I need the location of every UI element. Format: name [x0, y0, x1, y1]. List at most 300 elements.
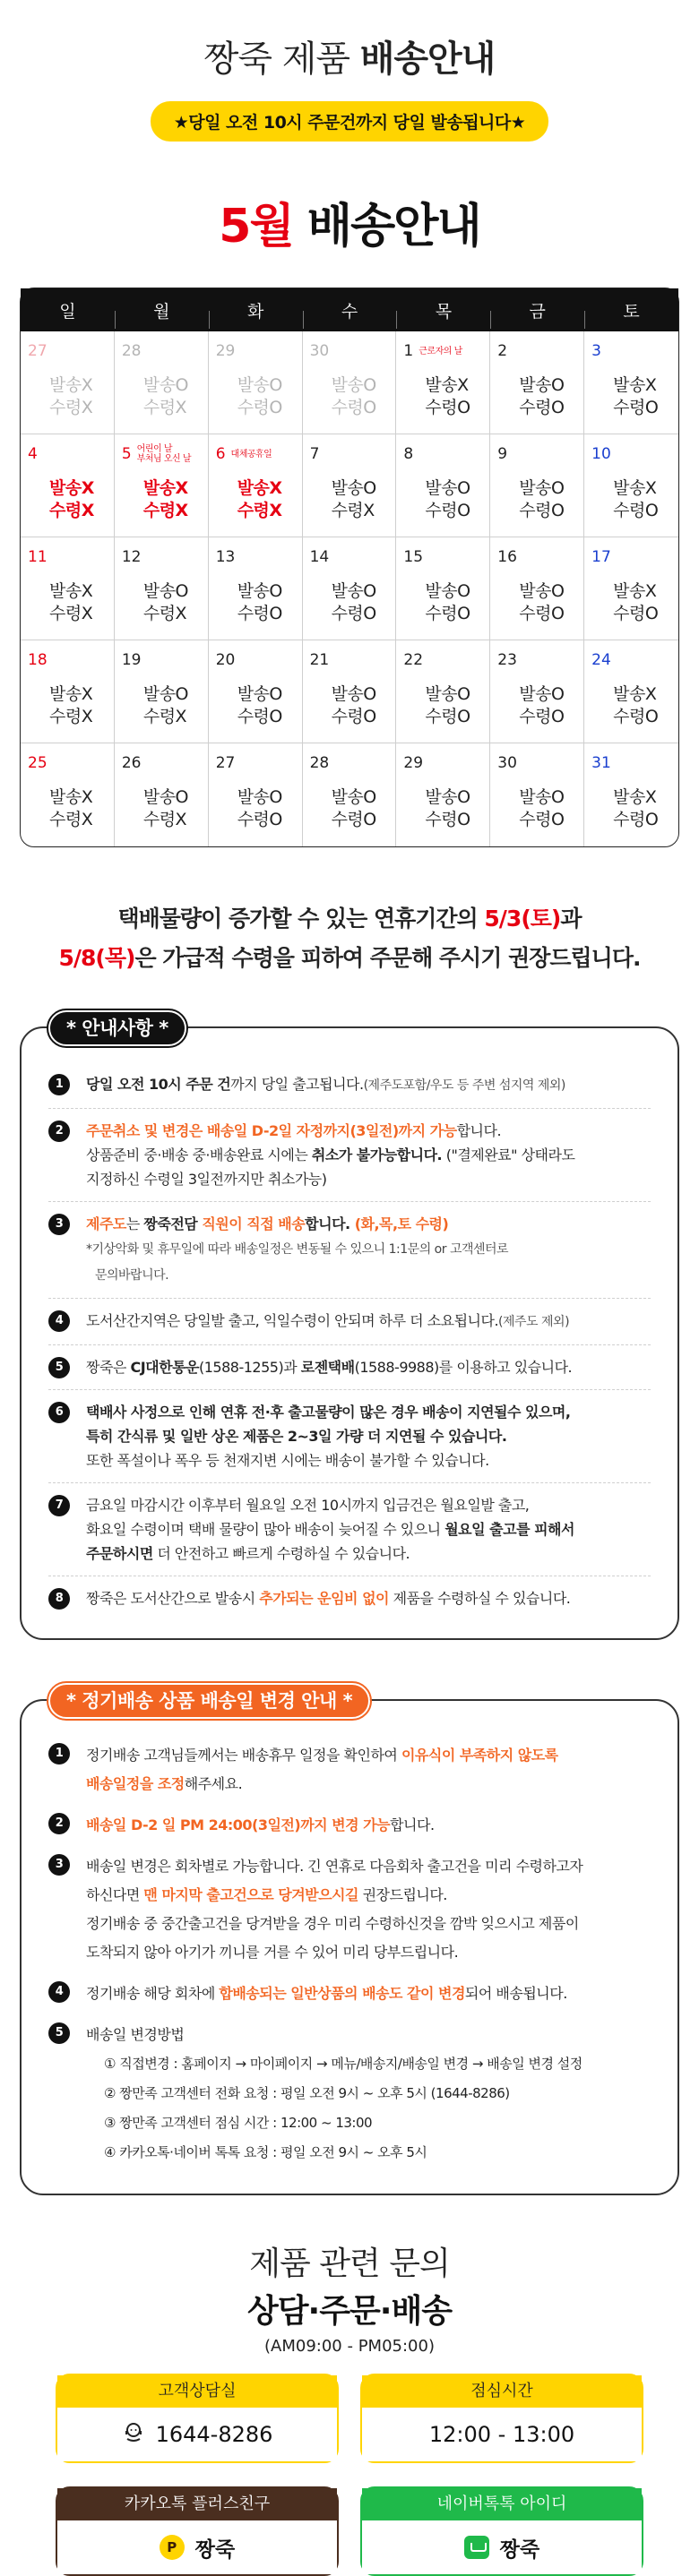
notice-text: 과 [560, 906, 582, 932]
guide-text-bold: 월요일 출고를 피해서 [444, 1521, 574, 1538]
day-number [310, 754, 396, 772]
ship-status-text: 발송O [142, 581, 189, 601]
day-number [497, 445, 583, 463]
day-number [310, 651, 396, 669]
ship-status-text: 발송X [49, 684, 93, 704]
ship-status-text: 발송X [425, 375, 469, 395]
guide-text: 금요일 마감시간 이후부터 월요일 오전 10시까지 입금건은 월요일발 출고, [86, 1497, 530, 1514]
guide-text-sub: *기상악화 및 휴무일에 따라 배송일정은 변동될 수 있으니 1:1문의 or 고객센터로 [86, 1242, 509, 1257]
holiday-label: 근로자의 날 [419, 346, 462, 356]
holiday-label: 대체공휴일 [230, 449, 272, 459]
receive-status-text: 수령X [142, 604, 187, 623]
receive-status-text: 수령O [519, 501, 565, 520]
ship-status [403, 477, 489, 522]
guide-text-sub: (제주도포함/우도 등 주변 섬지역 제외) [363, 1078, 565, 1093]
regular-text: 되어 배송됩니다. [464, 1985, 567, 2002]
receive-status-text: 수령O [237, 604, 282, 623]
day-number-text: 6 [215, 445, 226, 463]
receive-status-text: 수령X [142, 501, 188, 520]
ship-status-text: 발송O [425, 684, 470, 704]
guide-box [20, 1018, 679, 1640]
ship-status [28, 477, 114, 522]
month-text: 배송안내 [306, 200, 480, 253]
ship-status [122, 786, 208, 831]
day-number [122, 445, 208, 463]
ship-status-text: 발송O [519, 478, 565, 498]
day-number [216, 754, 302, 772]
notice-text: 택배물량이 증가할 수 있는 연휴기간의 [117, 906, 485, 932]
day-number-text: 28 [309, 754, 330, 772]
receive-status-text: 수령X [237, 501, 282, 520]
ship-status [216, 477, 302, 522]
ship-status-text: 발송O [331, 478, 376, 498]
change-method-item: ④ 카카오톡·네이버 톡톡 요청 : 평일 오전 9시 ~ 오후 5시 [104, 2144, 427, 2160]
notice-date-highlight: 5/8(목) [58, 945, 135, 971]
day-number [28, 342, 114, 360]
naver-card[interactable] [360, 2486, 643, 2576]
day-number [310, 445, 396, 463]
day-number [497, 651, 583, 669]
month-number: 5월 [219, 200, 293, 253]
guide-text: 짱죽은 도서산간으로 발송시 [86, 1590, 260, 1607]
ship-status [591, 580, 678, 625]
guide-text-bold: 특히 간식류 및 일반 상온 제품은 2~3일 가량 더 지연될 수 있습니다. [86, 1428, 507, 1445]
kakao-plus-icon: P [160, 2535, 185, 2560]
naver-id: 짱죽 [499, 2537, 540, 2562]
day-number [403, 651, 489, 669]
kakao-card-label: 카카오톡 플러스친구 [57, 2488, 337, 2520]
day-number-text: 21 [309, 651, 330, 669]
item-number: 4 [48, 1981, 70, 2003]
day-number [216, 445, 302, 463]
ship-status-text: 발송O [237, 375, 282, 395]
day-number-text: 15 [403, 548, 424, 566]
ship-status [28, 786, 114, 831]
day-number-text: 5 [121, 445, 132, 463]
calendar-day-cell [21, 537, 115, 640]
lunch-time: 12:00 - 13:00 [428, 2422, 575, 2447]
contact-cards [0, 2374, 699, 2576]
regular-text: 도착되지 않아 아기가 끼니를 거를 수 있어 미리 당부드립니다. [86, 1944, 459, 1961]
calendar-day-cell [490, 640, 584, 743]
ship-status-text: 발송O [331, 375, 376, 395]
day-number [497, 548, 583, 566]
ship-status [122, 580, 208, 625]
holiday-notice [0, 899, 699, 978]
regular-text-orange: 맨 마지막 출고건으로 당겨받으시길 [143, 1886, 358, 1903]
calendar-day-cell [396, 331, 490, 434]
day-number-text: 22 [403, 651, 424, 669]
receive-status-text: 수령O [331, 707, 376, 726]
item-number: 1 [48, 1074, 70, 1095]
calendar-day-cell [396, 434, 490, 537]
ship-status-text: 발송O [142, 684, 189, 704]
guide-text: (1588-1255)과 [199, 1359, 301, 1376]
regular-text: 합니다. [390, 1816, 435, 1833]
guide-text: 까지 당일 출고됩니다. [230, 1076, 364, 1093]
guide-text-bold: 합니다. [305, 1215, 350, 1232]
day-number-text: 4 [28, 445, 38, 463]
regular-delivery-box [20, 1690, 679, 2195]
receive-status-text: 수령O [519, 398, 565, 417]
calendar-day-cell [584, 640, 678, 743]
receive-status-text: 수령O [331, 604, 376, 623]
courier-name: CJ대한통운 [130, 1359, 199, 1376]
receive-status-text: 수령O [425, 604, 470, 623]
ship-status-text: 발송O [519, 787, 565, 807]
ship-status [28, 374, 114, 419]
contact-section [0, 2238, 699, 2356]
change-method-item: ① 직접변경 : 홈페이지 → 마이페이지 → 메뉴/배송지/배송일 변경 → 배송일 변경 설정 [104, 2056, 582, 2072]
item-number: 2 [48, 1813, 70, 1834]
ship-status [591, 786, 678, 831]
calendar-day-cell [303, 434, 397, 537]
calendar-day-cell [115, 743, 209, 846]
day-number [591, 342, 678, 360]
day-number-text: 12 [121, 548, 142, 566]
calendar-day-cell [209, 640, 303, 743]
ship-status-text: 발송X [613, 375, 657, 395]
regular-text: 권장드립니다. [358, 1886, 447, 1903]
receive-status-text: 수령O [331, 810, 376, 829]
day-number-text: 28 [121, 342, 142, 360]
calendar-day-cell [21, 434, 115, 537]
regular-item-3 [48, 1846, 651, 1973]
regular-text: 하신다면 [86, 1886, 144, 1903]
ship-status-text: 발송X [613, 684, 657, 704]
calendar-grid [21, 331, 678, 846]
ship-status-text: 발송X [613, 787, 657, 807]
day-number-text: 18 [28, 651, 47, 669]
day-number [122, 754, 208, 772]
calendar-day-cell [303, 331, 397, 434]
day-number-text: 23 [497, 651, 517, 669]
weekday-sun: 일 [59, 301, 76, 322]
ship-status [497, 786, 583, 831]
day-number [28, 548, 114, 566]
ship-status [403, 374, 489, 419]
regular-text: 정기배송 해당 회차에 [86, 1985, 220, 2002]
regular-item-4 [48, 1973, 651, 2014]
day-number-text: 17 [591, 548, 611, 566]
calendar-day-cell [303, 743, 397, 846]
calendar-day-cell [115, 537, 209, 640]
ship-status-text: 발송O [331, 684, 376, 704]
ship-status [591, 477, 678, 522]
naver-card-label: 네이버톡톡 아이디 [362, 2488, 642, 2520]
guide-item-5 [48, 1345, 651, 1390]
ship-status-text: 발송X [49, 787, 93, 807]
day-number-text: 19 [121, 651, 142, 669]
guide-text: 는 [125, 1215, 144, 1232]
receive-status-text: 수령O [519, 810, 565, 829]
lunch-card [360, 2374, 643, 2463]
day-number [591, 548, 678, 566]
day-number [28, 754, 114, 772]
ship-status [216, 374, 302, 419]
day-number-text: 14 [309, 548, 330, 566]
ship-status-text: 발송X [613, 478, 657, 498]
guide-item-1 [48, 1062, 651, 1109]
ship-status-text: 발송O [331, 787, 376, 807]
day-number-text: 7 [309, 445, 320, 463]
receive-status-text: 수령X [142, 398, 187, 417]
calendar-day-cell [209, 537, 303, 640]
receive-status-text: 수령O [331, 398, 376, 417]
day-number [28, 445, 114, 463]
day-number-text: 3 [591, 342, 601, 360]
same-day-banner: ★당일 오전 10시 주문건까지 당일 발송됩니다★ [151, 101, 549, 142]
ship-status [497, 477, 583, 522]
calendar-day-cell [584, 537, 678, 640]
ship-status [497, 683, 583, 728]
ship-status [310, 580, 396, 625]
item-number: 4 [48, 1310, 70, 1332]
regular-text-orange: 배송일정을 조정 [86, 1775, 185, 1792]
ship-status-text: 발송O [142, 375, 189, 395]
ship-status-text: 발송O [237, 684, 282, 704]
ship-status-text: 발송O [331, 581, 376, 601]
ship-status-text: 발송X [49, 478, 94, 498]
ship-status-text: 발송O [425, 787, 470, 807]
ship-status [497, 374, 583, 419]
brand-name: 짱죽 [203, 39, 272, 80]
day-number-text: 2 [497, 342, 508, 360]
ship-status-text: 발송X [142, 478, 188, 498]
weekday-thu: 목 [396, 298, 490, 322]
receive-status-text: 수령X [142, 810, 187, 829]
holiday-notice-line1 [0, 899, 699, 939]
guide-text-orange: 직원이 직접 배송 [202, 1215, 306, 1232]
calendar-day-cell [584, 743, 678, 846]
day-number-text: 1 [403, 342, 414, 360]
guide-text-sub: 문의바랍니다. [95, 1268, 169, 1283]
item-number: 8 [48, 1588, 70, 1610]
calendar-day-cell [584, 434, 678, 537]
kakao-card[interactable] [56, 2486, 339, 2576]
ship-status-text: 발송X [49, 375, 93, 395]
day-number [497, 342, 583, 360]
day-number [28, 651, 114, 669]
guide-text: ("결제완료" 상태라도 [442, 1146, 575, 1163]
receive-status-text: 수령X [49, 604, 93, 623]
ship-status-text: 발송O [142, 787, 189, 807]
guide-text-orange: 제주도 [86, 1215, 126, 1232]
calendar-day-cell [21, 743, 115, 846]
item-number: 5 [48, 1357, 70, 1378]
guide-item-4 [48, 1299, 651, 1345]
guide-text: 도서산간지역은 당일발 출고, 익일수령이 안되며 하루 더 소요됩니다. [86, 1312, 499, 1329]
day-number [403, 754, 489, 772]
calendar-day-cell [21, 640, 115, 743]
month-title [0, 188, 699, 255]
receive-status-text: 수령X [49, 707, 93, 726]
notice-date-highlight: 5/3(토) [484, 906, 561, 932]
title-bold: 배송안내 [359, 39, 496, 80]
guide-text: 제품을 수령하실 수 있습니다. [388, 1590, 571, 1607]
regular-item-2 [48, 1805, 651, 1846]
day-number-text: 20 [215, 651, 236, 669]
ship-status [122, 683, 208, 728]
weekday-mon: 월 [115, 298, 209, 322]
calendar-day-cell [21, 331, 115, 434]
calendar-day-cell [115, 331, 209, 434]
calendar-day-cell [396, 743, 490, 846]
day-number-text: 29 [215, 342, 236, 360]
ship-status-text: 발송O [519, 684, 565, 704]
ship-status-text: 발송O [519, 375, 565, 395]
headset-icon [122, 2420, 145, 2449]
regular-box-title: * 정기배송 상품 배송일 변경 안내 * [48, 1683, 370, 1719]
guide-text-bold: 짱죽전담 [143, 1215, 203, 1232]
cs-card-label: 고객상담실 [57, 2375, 337, 2408]
item-number: 6 [48, 1402, 70, 1423]
regular-item-1 [48, 1735, 651, 1805]
shipping-calendar [20, 288, 679, 847]
day-number [216, 342, 302, 360]
receive-status-text: 수령O [425, 707, 470, 726]
page-title [0, 30, 699, 82]
ship-status [497, 580, 583, 625]
ship-status [310, 374, 396, 419]
calendar-day-cell [209, 331, 303, 434]
guide-text: 상품준비 중·배송 중·배송완료 시에는 [86, 1146, 312, 1163]
day-number [122, 548, 208, 566]
day-number-text: 13 [215, 548, 236, 566]
guide-text: (1588-9988)를 이용하고 있습니다. [354, 1359, 573, 1376]
item-number: 3 [48, 1854, 70, 1876]
receive-status-text: 수령X [49, 398, 93, 417]
receive-status-text: 수령O [425, 810, 470, 829]
receive-status-text: 수령O [519, 604, 565, 623]
day-number-text: 10 [591, 445, 611, 463]
ship-status-text: 발송X [237, 478, 282, 498]
day-number [403, 342, 489, 360]
day-number [591, 445, 678, 463]
ship-status [591, 683, 678, 728]
ship-status [28, 683, 114, 728]
guide-text-bold: 취소가 불가능합니다. [311, 1146, 443, 1163]
regular-text-orange: 배송일 D-2 일 PM 24:00(3일전)까지 변경 가능 [86, 1816, 391, 1833]
day-number-text: 29 [403, 754, 424, 772]
weekday-wed: 수 [303, 298, 397, 322]
guide-text: 또한 폭설이나 폭우 등 천재지변 시에는 배송이 불가할 수 있습니다. [86, 1452, 489, 1469]
day-number [310, 548, 396, 566]
ship-status-text: 발송X [613, 581, 657, 601]
ship-status [310, 786, 396, 831]
receive-status-text: 수령O [613, 604, 659, 623]
guide-item-3 [48, 1202, 651, 1299]
regular-text-orange: 합배송되는 일반상품의 배송도 같이 변경 [219, 1985, 465, 2002]
courier-name: 로젠택배 [300, 1359, 355, 1376]
ship-status [216, 786, 302, 831]
calendar-day-cell [209, 743, 303, 846]
receive-status-text: 수령O [425, 501, 470, 520]
guide-text-bold: 주문하시면 [86, 1545, 153, 1562]
guide-item-8 [48, 1576, 651, 1620]
ship-status-text: 발송O [425, 581, 470, 601]
receive-status-text: 수령O [613, 707, 659, 726]
guide-box-title: * 안내사항 * [48, 1010, 186, 1046]
ship-status [591, 374, 678, 419]
change-method-item: ③ 짱만족 고객센터 점심 시간 : 12:00 ~ 13:00 [104, 2115, 373, 2131]
naver-card-body [362, 2520, 642, 2574]
cs-card-body [57, 2408, 337, 2461]
day-number-text: 25 [28, 754, 47, 772]
calendar-day-cell [303, 537, 397, 640]
item-number: 2 [48, 1121, 70, 1142]
ship-status [216, 580, 302, 625]
calendar-day-cell [396, 537, 490, 640]
day-number [216, 548, 302, 566]
day-number [122, 342, 208, 360]
weekday-tue: 화 [209, 298, 303, 322]
day-number [591, 651, 678, 669]
day-number [310, 342, 396, 360]
notice-text: 은 가급적 수령을 피하여 주문해 주시기 권장드립니다. [134, 945, 641, 971]
day-number-text: 31 [591, 754, 611, 772]
day-number-text: 30 [309, 342, 330, 360]
day-number-text: 16 [497, 548, 517, 566]
day-number-text: 9 [497, 445, 508, 463]
weekday-sat: 토 [584, 298, 678, 322]
calendar-day-cell [115, 640, 209, 743]
day-number [122, 651, 208, 669]
calendar-day-cell [396, 640, 490, 743]
guide-item-2 [48, 1109, 651, 1202]
regular-text: 정기배송 고객님들께서는 배송휴무 일정을 확인하여 [86, 1747, 401, 1764]
receive-status-text: 수령X [142, 707, 187, 726]
guide-text: 짱죽은 [86, 1359, 131, 1376]
item-number: 5 [48, 2022, 70, 2044]
ship-status-text: 발송O [425, 478, 470, 498]
regular-text: 해주세요. [184, 1775, 243, 1792]
calendar-day-cell [490, 537, 584, 640]
calendar-day-cell [209, 434, 303, 537]
ship-status [403, 786, 489, 831]
contact-subheading: 상담·주문·배송 [246, 2293, 452, 2330]
item-number: 1 [48, 1743, 70, 1765]
calendar-day-cell [584, 331, 678, 434]
receive-status-text: 수령O [613, 810, 659, 829]
change-method-item: ② 짱만족 고객센터 전화 요청 : 평일 오전 9시 ~ 오후 5시 (1644-8286) [104, 2085, 510, 2101]
guide-text: 화요일 수령이며 택배 물량이 많아 배송이 늦어질 수 있으니 [86, 1521, 445, 1538]
receive-status-text: 수령X [49, 810, 93, 829]
calendar-day-cell [490, 743, 584, 846]
regular-text: 배송일 변경방법 [86, 2026, 185, 2043]
title-mid: 제품 [281, 39, 350, 80]
calendar-day-cell [490, 434, 584, 537]
ship-status [122, 477, 208, 522]
weekday-fri: 금 [490, 298, 584, 322]
regular-text-orange: 이유식이 부족하지 않도록 [401, 1747, 558, 1764]
day-number-text: 8 [403, 445, 414, 463]
day-number-text: 26 [121, 754, 142, 772]
item-number: 3 [48, 1214, 70, 1235]
change-methods-list [86, 2049, 651, 2168]
receive-status-text: 수령O [613, 501, 659, 520]
day-number [216, 651, 302, 669]
header [0, 0, 699, 255]
guide-item-6 [48, 1390, 651, 1483]
guide-text-sub: (제주도 제외) [498, 1315, 570, 1329]
receive-status-text: 수령X [331, 501, 375, 520]
ship-status [310, 683, 396, 728]
calendar-day-cell [303, 640, 397, 743]
regular-item-5 [48, 2014, 651, 2174]
cs-card[interactable] [56, 2374, 339, 2463]
kakao-card-body [57, 2520, 337, 2574]
